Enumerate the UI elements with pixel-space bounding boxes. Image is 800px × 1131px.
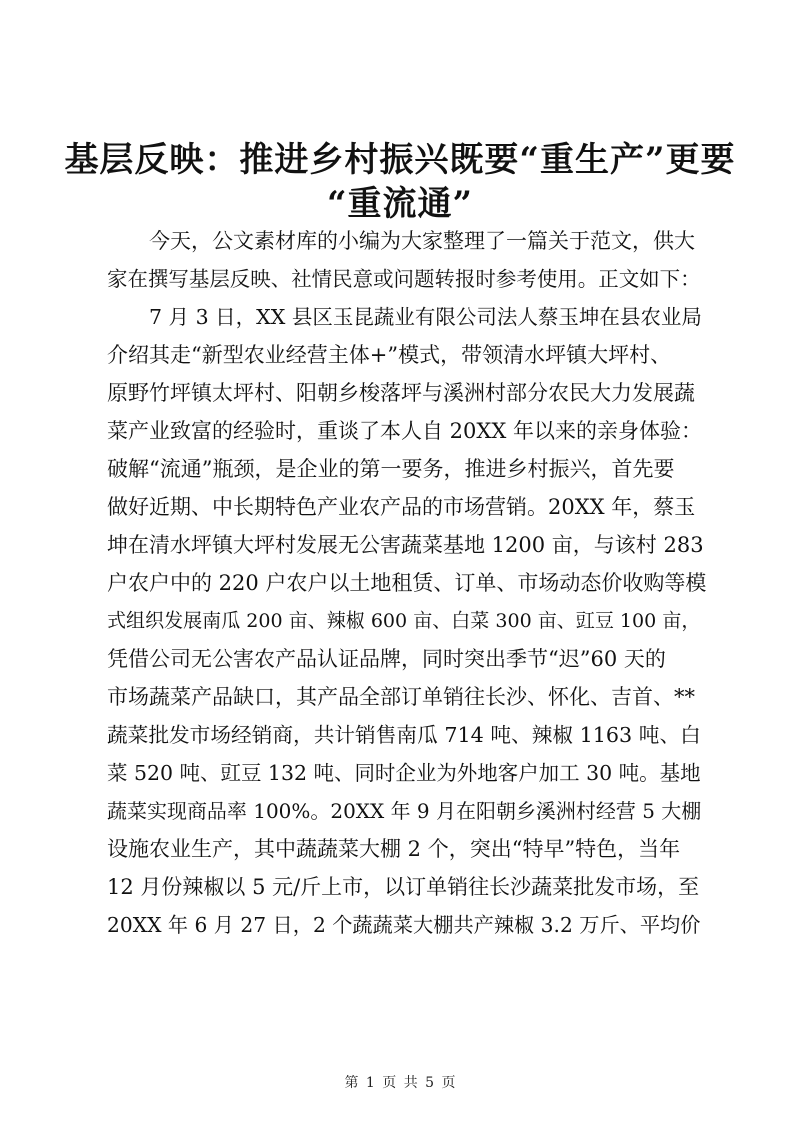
body-line: 式组织发展南瓜 200 亩、辣椒 600 亩、白菜 300 亩、豇豆 100 亩，: [107, 610, 701, 632]
body-line: 菜 520 吨、豇豆 132 吨、同时企业为外地客户加工 30 吨。基地: [107, 761, 701, 785]
body-line: 20XX 年 6 月 27 日，2 个蔬蔬菜大棚共产辣椒 3.2 万斤、平均价: [107, 913, 701, 937]
intro-paragraph: [107, 222, 707, 298]
document-body: [107, 222, 707, 944]
body-line: 12 月份辣椒以 5 元/斤上市，以订单销往长沙蔬菜批发市场，至: [107, 875, 700, 899]
document-title: [60, 138, 740, 226]
page-number-footer: 第 1 页 共 5 页: [344, 1075, 456, 1091]
title-line-2: “重流通”: [326, 184, 474, 224]
body-line: 蔬菜实现商品率 100%。20XX 年 9 月在阳朝乡溪洲村经营 5 大棚: [107, 799, 702, 823]
body-line: 蔬菜批发市场经销商，共计销售南瓜 714 吨、辣椒 1163 吨、白: [107, 723, 701, 747]
body-line: 凭借公司无公害农产品认证品牌，同时突出季节“迟”60 天的: [107, 647, 666, 671]
body-line: 设施农业生产，其中蔬蔬菜大棚 2 个，突出“特早”特色，当年: [107, 837, 681, 861]
body-line: 菜产业致富的经验时，重谈了本人自 20XX 年以来的亲身体验：: [107, 419, 702, 443]
main-paragraph: [107, 298, 707, 944]
body-line: 户农户中的 220 户农户以土地租赁、订单、市场动态价收购等模: [107, 571, 707, 595]
body-line: 坤在清水坪镇大坪村发展无公害蔬菜基地 1200 亩，与该村 283: [107, 533, 704, 557]
body-line: 做好近期、中长期特色产业农产品的市场营销。20XX 年，蔡玉: [107, 495, 696, 519]
intro-line-2: 家在撰写基层反映、社情民意或问题转报时参考使用。正文如下：: [107, 267, 701, 291]
body-line: 市场蔬菜产品缺口，其产品全部订单销往长沙、怀化、吉首、**: [107, 685, 695, 709]
body-line: 原野竹坪镇太坪村、阳朝乡梭落坪与溪洲村部分农民大力发展蔬: [107, 381, 695, 405]
body-line: 介绍其走“新型农业经营主体+”模式，带领清水坪镇大坪村、: [107, 343, 672, 367]
intro-line-1: 今天，公文素材库的小编为大家整理了一篇关于范文，供大: [149, 229, 695, 253]
body-line: 7 月 3 日，XX 县区玉昆蔬业有限公司法人蔡玉坤在县农业局: [149, 305, 702, 329]
body-line: 破解“流通”瓶颈，是企业的第一要务，推进乡村振兴，首先要: [107, 457, 675, 481]
title-line-1: 基层反映：推进乡村振兴既要“重生产”更要: [64, 140, 736, 180]
